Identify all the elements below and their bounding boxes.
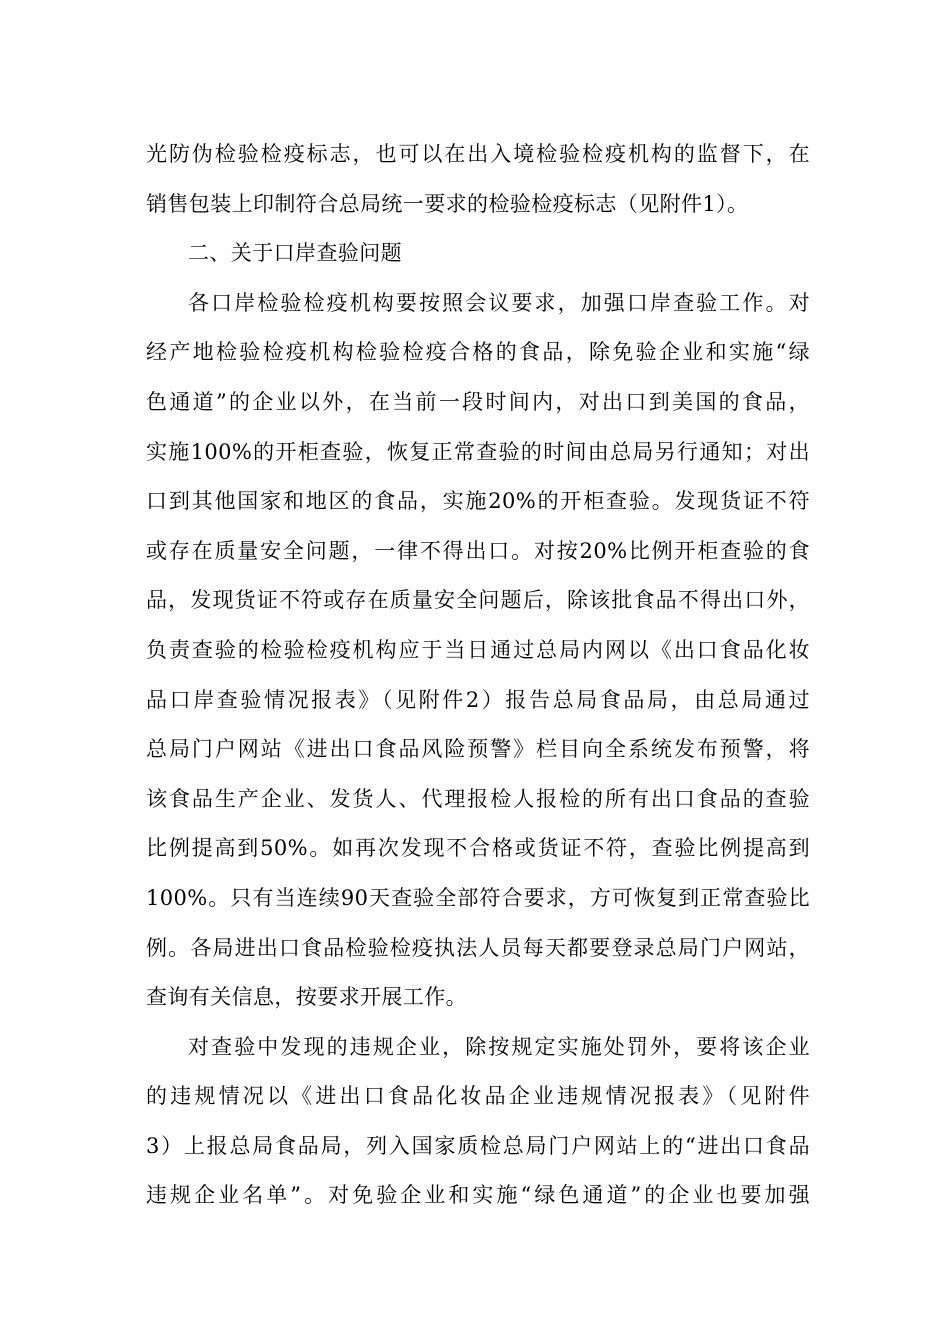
text-line: 该食品生产企业、发货人、代理报检人报检的所有出口食品的查验 bbox=[146, 786, 810, 811]
text-line: 例。各局进出口食品检验检疫执法人员每天都要登录总局门户网站， bbox=[146, 935, 810, 960]
text-line: 比例提高到50%。如再次发现不合格或货证不符，查验比例提高到 bbox=[146, 836, 810, 861]
text-line: 二、关于口岸查验问题 bbox=[188, 241, 402, 266]
text-line: 销售包装上印制符合总局统一要求的检验检疫标志（见附件1）。 bbox=[146, 191, 749, 216]
body-text bbox=[146, 130, 810, 1221]
text-line: 口到其他国家和地区的食品，实施20%的开柜查验。发现货证不符 bbox=[146, 489, 810, 514]
text-line: 的违规情况以《进出口食品化妆品企业违规情况报表》（见附件 bbox=[146, 1084, 810, 1109]
text-line: 经产地检验检疫机构检验检疫合格的食品，除免验企业和实施“绿 bbox=[146, 340, 810, 365]
text-line: 总局门户网站《进出口食品风险预警》栏目向全系统发布预警，将 bbox=[146, 737, 810, 762]
text-line: 光防伪检验检疫标志，也可以在出入境检验检疫机构的监督下，在 bbox=[146, 142, 810, 166]
text-line: 或存在质量安全问题，一律不得出口。对按20%比例开柜查验的食 bbox=[146, 538, 810, 563]
text-line: 各口岸检验检疫机构要按照会议要求，加强口岸查验工作。对 bbox=[188, 290, 810, 315]
text-line: 100%。只有当连续90天查验全部符合要求，方可恢复到正常查验比 bbox=[146, 885, 810, 910]
text-line: 实施100%的开柜查验，恢复正常查验的时间由总局另行通知；对出 bbox=[146, 439, 810, 464]
text-line: 查询有关信息，按要求开展工作。 bbox=[146, 985, 467, 1010]
text-line: 违规企业名单”。对免验企业和实施“绿色通道”的企业也要加强 bbox=[146, 1183, 810, 1208]
text-line: 对查验中发现的违规企业，除按规定实施处罚外，要将该企业 bbox=[188, 1034, 810, 1059]
text-line: 负责查验的检验检疫机构应于当日通过总局内网以《出口食品化妆 bbox=[146, 637, 810, 662]
text-line: 色通道”的企业以外，在当前一段时间内，对出口到美国的食品， bbox=[146, 389, 810, 414]
text-line: 品，发现货证不符或存在质量安全问题后，除该批食品不得出口外， bbox=[146, 588, 810, 613]
text-line: 品口岸查验情况报表》（见附件2）报告总局食品局，由总局通过 bbox=[146, 687, 810, 712]
text-line: 3）上报总局食品局，列入国家质检总局门户网站上的“进出口食品 bbox=[146, 1133, 810, 1158]
